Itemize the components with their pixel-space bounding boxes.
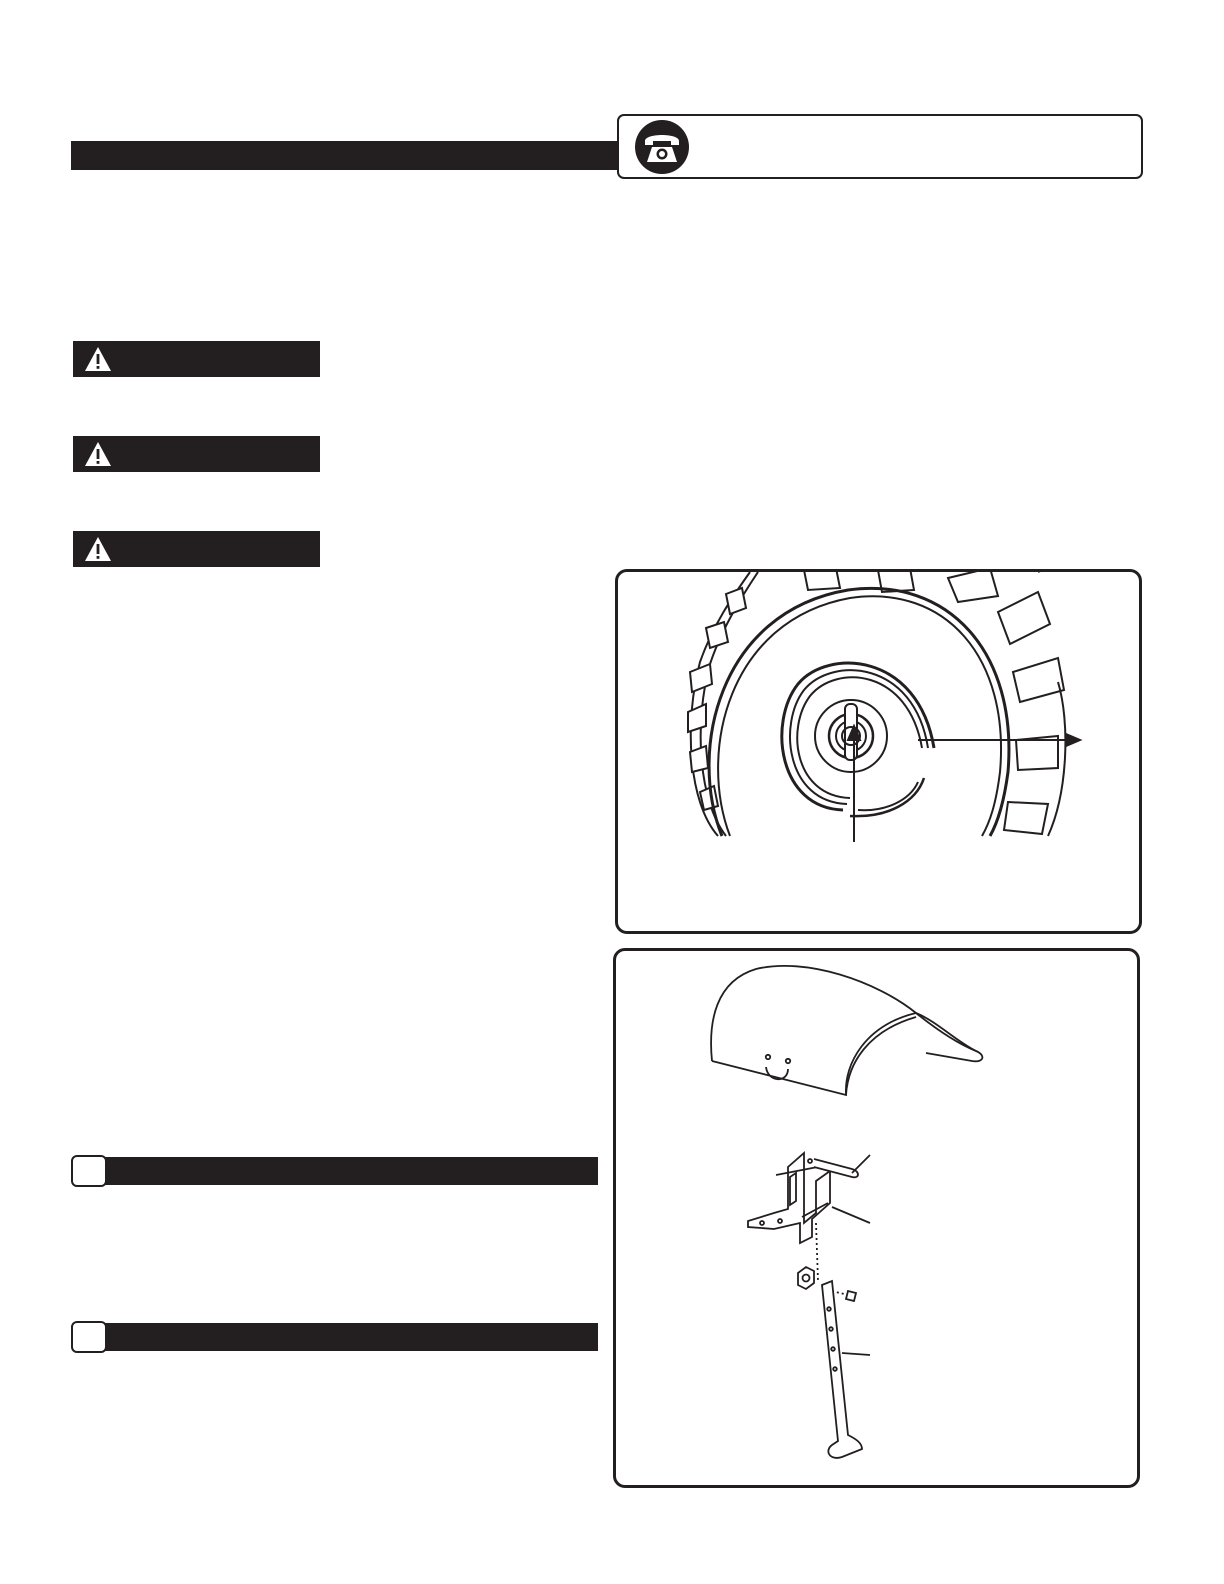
figure-wheel-hub [615, 569, 1142, 934]
warning-banner-2 [73, 436, 320, 472]
fender-and-depth-stake-illustration [616, 951, 1137, 1485]
step-header-1 [71, 1155, 598, 1187]
step-header-bar [101, 1323, 598, 1351]
warning-triangle-icon [84, 536, 112, 562]
figure-fender-depth-stake [613, 948, 1140, 1488]
section-header-bar [71, 141, 623, 170]
warning-triangle-icon [84, 441, 112, 467]
warning-banner-1 [73, 341, 320, 377]
telephone-icon [634, 119, 690, 175]
wheel-hub-illustration [618, 572, 1139, 931]
customer-help-callout [617, 114, 1143, 179]
step-header-2 [71, 1321, 598, 1353]
step-number-box [71, 1321, 107, 1353]
step-number-box [71, 1155, 107, 1187]
warning-banner-3 [73, 531, 320, 567]
warning-triangle-icon [84, 346, 112, 372]
step-header-bar [101, 1157, 598, 1185]
